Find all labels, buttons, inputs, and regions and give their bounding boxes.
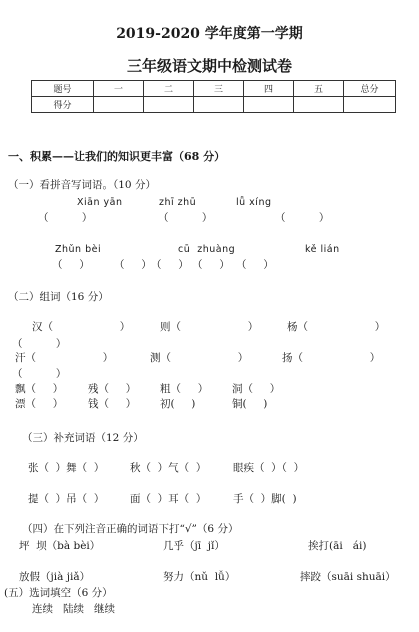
q2-item: 飘（ ）	[15, 383, 64, 395]
q2-item: 则（ ）	[160, 321, 259, 333]
q2-item: （ ）	[12, 368, 67, 380]
q1-blank: （ ）	[192, 259, 230, 271]
q2-item: 钱（ ）	[88, 398, 137, 410]
q3-item: 提（ ）吊（ ）	[28, 493, 105, 505]
q1-pinyin: Zhǔn bèi	[55, 244, 102, 255]
q1-blank: （ ）	[158, 212, 213, 224]
score-cell	[144, 97, 194, 113]
score-cell: 三	[194, 81, 244, 97]
q1-pinyin: lǚ xíng	[236, 197, 272, 208]
q1-pinyin: kě lián	[305, 244, 340, 255]
q2-item: 洞（ ）	[232, 383, 281, 395]
score-cell: 一	[94, 81, 144, 97]
q1-blank: （ ）	[52, 259, 90, 271]
score-cell	[344, 97, 396, 113]
q2-heading: （二）组词（16 分）	[8, 291, 109, 303]
q2-item: 测（ ）	[150, 352, 249, 364]
q4-heading: （四）在下列注音正确的词语下打“√”（6 分）	[22, 523, 239, 535]
score-cell: 得分	[32, 97, 94, 113]
score-cell: 五	[294, 81, 344, 97]
score-cell: 四	[244, 81, 294, 97]
q3-item: 秋（ ）气（ ）	[130, 462, 207, 474]
q1-blank: （ ）	[151, 259, 189, 271]
score-cell: 总分	[344, 81, 396, 97]
q4-item: 放假（jià jiǎ）	[19, 571, 91, 583]
q2-item: 汉（ ）	[32, 321, 131, 333]
q2-item: 粗（ ）	[160, 383, 209, 395]
q1-heading: （一）看拼音写词语。（10 分）	[8, 179, 156, 191]
q1-pinyin: cū zhuàng	[178, 244, 236, 255]
score-cell: 题号	[32, 81, 94, 97]
q4-item: 几乎（jī jǐ）	[163, 540, 225, 552]
q5-heading: (五）选词填空（6 分）	[4, 587, 113, 599]
q2-item: 初( )	[160, 398, 196, 410]
score-cell	[244, 97, 294, 113]
q2-item: 扬（ ）	[282, 352, 381, 364]
score-cell	[94, 97, 144, 113]
q2-item: 汗（ ）	[15, 352, 114, 364]
section1-heading: 一、积累——让我们的知识更丰富（68 分）	[8, 150, 226, 163]
q2-item: （ ）	[12, 338, 67, 350]
q3-item: 面（ ）耳（ ）	[130, 493, 207, 505]
q3-item: 眼疾（ ）（ ）	[233, 462, 305, 474]
q4-item: 努力（nǔ lǚ）	[163, 571, 236, 583]
q1-blank: （ ）	[38, 212, 93, 224]
score-cell	[294, 97, 344, 113]
q2-item: 漂（ ）	[15, 398, 64, 410]
q5-words: 连续 陆续 继续	[32, 603, 116, 615]
q1-pinyin: Xiān yān	[77, 197, 123, 208]
q4-item: 摔跤（suāi shuāi）	[300, 571, 396, 583]
q1-blank: （ ）	[236, 259, 274, 271]
score-table-header-row	[32, 81, 396, 97]
q1-blank: （ ）	[275, 212, 330, 224]
q2-item: 残（ ）	[88, 383, 137, 395]
q2-item: 铜( )	[232, 398, 268, 410]
q1-pinyin: zhī zhū	[159, 197, 197, 208]
score-table	[31, 80, 396, 113]
score-cell: 二	[144, 81, 194, 97]
q3-heading: （三）补充词语（12 分）	[22, 432, 144, 444]
title-line2: 三年级语文期中检测试卷	[126, 57, 292, 75]
q3-item: 张（ ）舞（ ）	[28, 462, 105, 474]
q3-item: 手（ ）脚( )	[233, 493, 297, 505]
q1-blank: （ ）	[114, 259, 152, 271]
q4-item: 坪 坝（bà bèi）	[19, 540, 101, 552]
q4-item: 挨打(āi ái)	[308, 540, 367, 552]
title-line1: 2019-2020 学年度第一学期	[116, 26, 303, 42]
score-cell	[194, 97, 244, 113]
score-table-score-row	[32, 97, 396, 113]
q2-item: 杨（ ）	[287, 321, 386, 333]
